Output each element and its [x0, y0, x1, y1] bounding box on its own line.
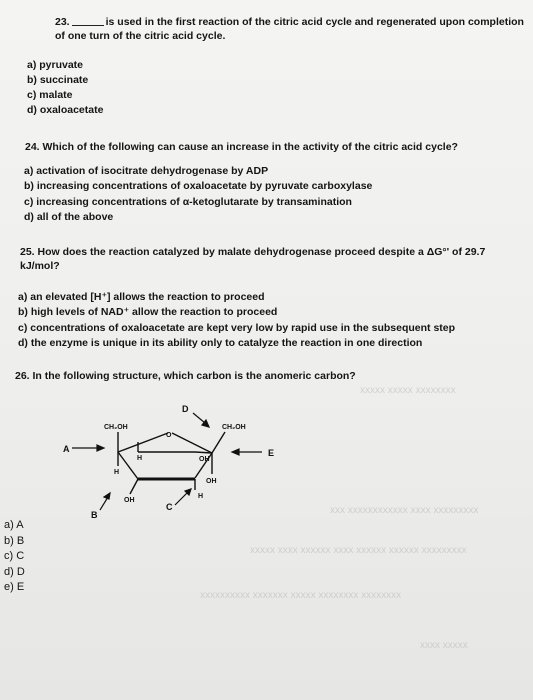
q24-option-c[interactable]: c) increasing concentrations of α-ketoglutarate by transamination [24, 196, 352, 208]
q26-options [4, 518, 25, 596]
bleed-through-text: xxxxxxxx xxxxxxxx xxxxx xxxxxxx xxxxxxxxxx [200, 590, 402, 601]
h-top-label: H [137, 455, 143, 462]
arrow-E-head [232, 449, 239, 455]
q23-option-d[interactable]: d) oxaloacetate [27, 104, 104, 116]
q26-option-e[interactable]: e) E [4, 581, 25, 593]
c3-oh-bond [130, 479, 138, 494]
q23-answer-blank[interactable] [72, 25, 104, 26]
q25-option-d[interactable]: d) the enzyme is unique in its ability only to catalyze the reaction in one direction [18, 337, 423, 349]
carbon-label-B: B [91, 510, 98, 520]
arrow-D-shaft [193, 413, 205, 423]
q23-option-c[interactable]: c) malate [27, 89, 73, 101]
q26-option-a[interactable]: a) A [4, 519, 24, 531]
q26-option-d[interactable]: d) D [4, 565, 25, 578]
q25-stem-line2: kJ/mol? [20, 260, 60, 272]
q26-stem: 26. In the following structure, which carbon is the anomeric carbon? [15, 370, 356, 382]
q24-option-a[interactable]: a) activation of isocitrate dehydrogenase by ADP [24, 165, 269, 177]
bleed-through-text: xxxxxxxxx xxxx xxxxxxxxxxxx xxx [330, 505, 479, 516]
arrow-C-shaft [175, 492, 188, 505]
q23-number: 23. [55, 16, 70, 28]
ch2oh-left-label: CH₂OH [104, 424, 128, 431]
q26-option-b[interactable]: b) B [4, 534, 25, 547]
q23-line1 [55, 16, 524, 29]
oh-right-label: OH [206, 478, 217, 485]
h-left-label: H [114, 469, 120, 476]
carbon-label-D: D [182, 404, 189, 414]
q23-stem-line2: of one turn of the citric acid cycle. [55, 30, 226, 42]
q23-option-b[interactable]: b) succinate [27, 74, 89, 86]
q25-option-b[interactable]: b) high levels of NAD⁺ allow the reaction to proceed [18, 306, 278, 318]
ring-bond-o-c1 [172, 433, 212, 453]
arrow-B-shaft [100, 497, 108, 510]
ring-bond-c5-o [118, 433, 168, 452]
q24-stem: 24. Which of the following can cause an increase in the activity of the citric acid cycle? [25, 141, 458, 153]
carbon-label-E: E [268, 448, 275, 458]
ring-oxygen-label: O [166, 432, 172, 439]
bleed-through-text: xxxxxxxxx xxxxxx xxxxxx xxxx xxxxxx xxxx xxxxx [250, 545, 467, 556]
oh-bottom-label: OH [124, 497, 135, 504]
q24-option-d[interactable]: d) all of the above [24, 211, 114, 223]
arrow-D-head [202, 420, 209, 427]
c1-ch2oh-bond [212, 432, 225, 453]
q25-option-c[interactable]: c) concentrations of oxaloacetate are kept very low by rapid use in the subsequent step [18, 322, 456, 334]
q25-stem-line1: 25. How does the reaction catalyzed by malate dehydrogenase proceed despite a ΔG°' of 29.7 [20, 246, 486, 258]
carbon-label-C: C [166, 502, 173, 512]
ring-back-bond-2 [195, 452, 212, 453]
arrow-A-head [97, 445, 104, 451]
q26-option-c[interactable]: c) C [4, 550, 25, 562]
h-bottom-right-label: H [198, 493, 204, 500]
bleed-through-text: xxxxxxxx xxxxx xxxxx [360, 385, 456, 396]
bleed-through-text: xxxxx xxxx [420, 640, 468, 651]
arrow-C-head [185, 489, 191, 495]
ring-bond-c1-c2 [195, 453, 212, 478]
arrow-B-head [104, 493, 110, 499]
oh-top-right-label: OH [199, 456, 210, 463]
q23-stem-line1: is used in the first reaction of the citric acid cycle and regenerated upon completion [105, 16, 524, 28]
q23-option-a[interactable]: a) pyruvate [27, 59, 84, 71]
q24-option-b[interactable]: b) increasing concentrations of oxaloacetate by pyruvate carboxylase [24, 180, 373, 192]
carbon-label-A: A [63, 444, 70, 454]
ring-bond-c3-c4 [118, 452, 138, 479]
ch2oh-right-label: CH₂OH [222, 424, 246, 431]
q25-option-a[interactable]: a) an elevated [H⁺] allows the reaction to proceed [18, 291, 265, 303]
